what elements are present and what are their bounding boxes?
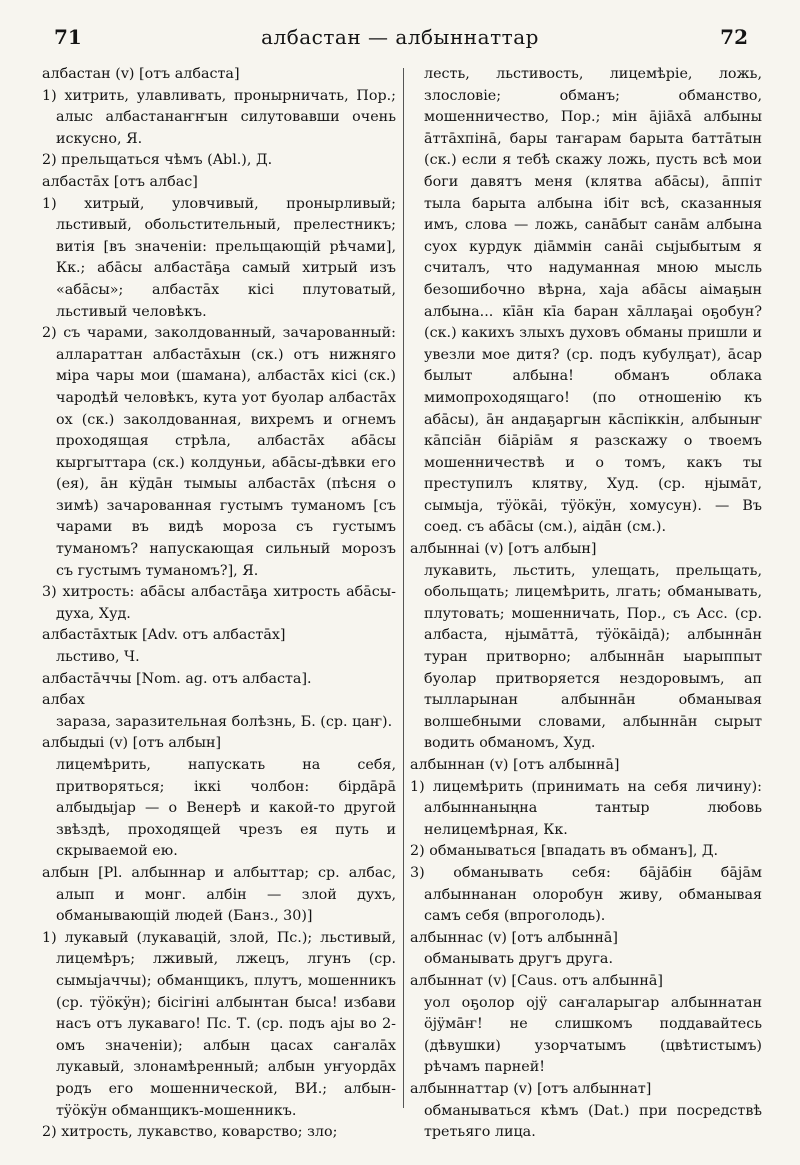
entry-sense: 1) хитрить, улавливать, пронырничать, Пор.; алыс албастанаҥҥын силутовавши очень искусно, Я.: [42, 87, 396, 147]
entry-definition: зараза, заразительная болѣзнь, Б. (ср. цаҥ).: [56, 713, 393, 730]
entry-sense: 1) лукавый (лукавацій, злой, Пс.); льстивый, лицемѣръ; лживый, лжецъ, лгунъ (ср. сымыjаччы); обманщикъ, плутъ, мошенникъ (ср. тÿöкÿн); бісігіні албынтан быса! избави насъ отъ лукаваго! Пс. Т. (ср. подъ аjы во 2-омъ значеніи); албын цасах саҥалāх лукавый, злонамѣренный; албын уҥуордāх родъ его мошеннической, ВИ.; албын-тÿöкÿн обманщикъ-мошенникъ.: [42, 929, 396, 1119]
dictionary-entry-headword: албыннас (v) [отъ албыннā]: [410, 929, 618, 946]
dictionary-entry-headword: албыдыі (v) [отъ албын]: [42, 735, 222, 752]
entry-sense: 2) съ чарами, заколдованный, зачарованный: аллараттан албастāхын (ск.) отъ нижняго міра чары мои (шамана), албастāх кісі (ск.) чародѣй человѣкъ, кута уот буолар албастāх ох (ск.) заколдованная, вихремъ и огнемъ проходящая стрѣла, албастāх абāсы кыргыттара (ск.) колдуньи, абāсы-дѣвки его (ея), āн кÿдāн тымыы албастāх (пѣсня о зимѣ) зачарованная густымъ туманомъ [съ чарами въ видѣ мороза съ густымъ туманомъ? напускающая сильный морозъ съ густымъ туманомъ?], Я.: [42, 325, 396, 579]
page-number-right: 72: [720, 25, 748, 49]
dictionary-entry-headword: албастāх [отъ албас]: [42, 173, 198, 190]
running-header: [44, 24, 756, 50]
entry-sense: 1) хитрый, уловчивый, пронырливый; льстивый, обольстительный, прелестникъ; витія [въ значеніи: прельщающій рѣчами], Кк.; абāсы албастāҕа самый хитрый изъ «абāсы»; албастāх кісі плутоватый, льстивый человѣкъ.: [42, 195, 396, 320]
dictionary-entry-headword: албыннаі (v) [отъ албын]: [410, 541, 597, 558]
dictionary-entry-headword: албыннан (v) [отъ албыннā]: [410, 757, 620, 773]
entry-definition: льстиво, Ч.: [56, 649, 140, 666]
entry-sense: 3) обманывать себя: бājāбін бājāм албыннанан олоробун живу, обманывая самъ себя (впроголодь).: [410, 864, 762, 925]
left-column: [42, 64, 396, 1144]
right-column: [410, 64, 762, 1144]
entry-definition: лесть, льстивость, лицемѣріе, ложь, злословіе; обманъ; обманство, мошенничество, Пор.; мін ājiāxā албыны āттāхпінā, бары таҥарам барыта баттāтын (ск.) если я тебѣ скажу ложь, пусть всѣ мои боги давятъ меня (клятва абāсы), āппіт тыла барыта албына ібіт всѣ, сказанныя имъ, слова — ложь, санāбыт санāм албына суох курдук діāммін санāі сыjыбытым я считалъ, что надуманная мною мысль безошибочно вѣрна, хаjа абāсы аімаҕын албына... кīāн кīа баран хāллаҕаі оҕобун? (ск.) какихъ злыхъ духовъ обманы пришли и увезли мое дитя? (ср. подъ кубулҕат), āсар былыт албына! обманъ облака мимопроходящаго! (по отношенію къ абāсы), āн андаҕаргын кāспіккін, албыныҥ кāпсіāн біāріāм я разскажу о твоемъ мошенничествѣ и о томъ, какъ ты преступилъ клятву, Худ. (ср. нjымāт, сымыjа, тÿöкāі, тÿöкÿн, хомусун). — Въ соед. съ абāсы (см.), аідāн (см.).: [424, 66, 762, 536]
entry-sense: 2) обманываться [впадать въ обманъ], Д.: [410, 843, 719, 860]
dictionary-entry-headword: албын [Pl. албыннар и албыттар; ср. албас, алып и монг. албін — злой духъ, обманывающій людей (Банз., 30)]: [42, 864, 396, 925]
header-title: албастан — албыннаттар: [261, 25, 539, 49]
entry-sense: 2) прельщаться чѣмъ (Abl.), Д.: [42, 152, 273, 169]
entry-definition: уол оҕолор оjÿ саҥаларыгар албыннатан öjÿмāҥ! не слишкомъ поддавайтесь (дѣвушки) узорчатымъ (цвѣтистымъ) рѣчамъ парней!: [424, 994, 762, 1076]
entry-sense: 1) лицемѣрить (принимать на себя личину): албыннаныңна тантыр любовь нелицемѣрная, Кк.: [410, 778, 762, 838]
entry-definition: лицемѣрить, напускать на себя, притворяться; іккі чолбон: бірдāрā албыдыjар — о Венерѣ и какой-то другой звѣздѣ, проходящей чрезъ ея путь и скрываемой ею.: [56, 757, 396, 860]
page-number-left: 71: [54, 25, 82, 49]
entry-definition: обманывать другъ друга.: [424, 951, 614, 968]
dictionary-entry-headword: албыннаттар (v) [отъ албыннат]: [410, 1080, 652, 1097]
dictionary-entry-headword: албастāхтык [Adv. отъ албастāх]: [42, 627, 286, 644]
dictionary-entry-headword: албастан (v) [отъ албаста]: [42, 66, 240, 82]
dictionary-entry-headword: албах: [42, 692, 85, 709]
entry-definition: обманываться кѣмъ (Dat.) при посредствѣ третьяго лица.: [424, 1102, 762, 1141]
entry-sense: 2) хитрость, лукавство, коварство; зло;: [42, 1124, 338, 1141]
entry-sense: 3) хитрость: абāсы албастāҕа хитрость абāсы-духа, Худ.: [42, 584, 396, 622]
dictionary-entry-headword: албыннат (v) [Caus. отъ албыннā]: [410, 972, 663, 989]
column-divider: [403, 68, 404, 1108]
dictionary-entry-headword: албастāччы [Nom. ag. отъ албаста].: [42, 670, 312, 687]
entry-definition: лукавить, льстить, улещать, прельщать, обольщать; лицемѣрить, лгать; обманывать, плутовать; мошенничать, Пор., съ Acc. (ср. албаста, нjымāттā, тÿöкāiдā); албыннāн туран притворно; албыннāн ыарыппыт буолар притворяется нездоровымъ, ап тылларынан албыннāн обманывая волшебными словами, албыннāн сырыт водить обманомъ, Худ.: [424, 562, 762, 752]
